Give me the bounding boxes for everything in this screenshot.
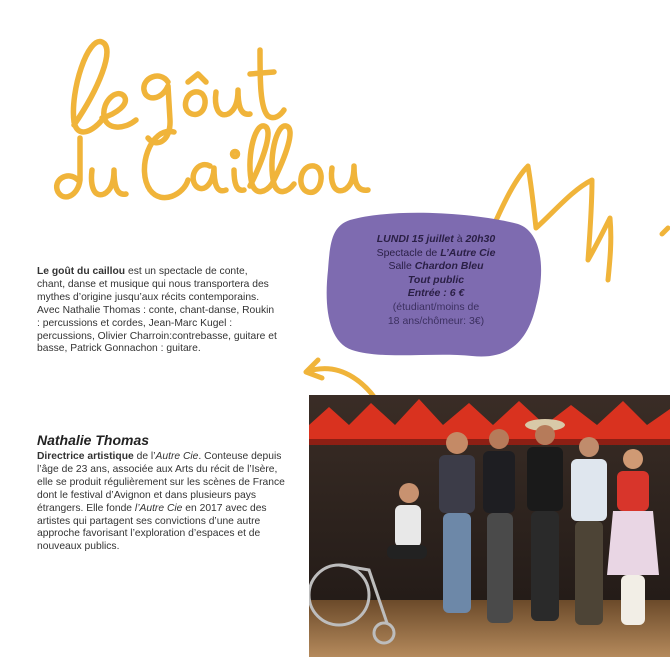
event-time: 20h30 <box>465 233 496 245</box>
event-reduced-2: 18 ans/chômeur: 3€) <box>387 314 485 327</box>
bio-name: Nathalie Thomas <box>37 432 150 448</box>
intro-text: est un spectacle de conte, chant, danse et musique qui nous transportera des mythes d’origine jusqu’aux récits contemporains. Avec Nathalie Thomas : conte, chant-danse, Roukin : percussions et cordes, Jean-Marc Kugel : percussions, Olivier Charroin:contrebasse, guitare et basse, Patrick Gonnachon : guitare. <box>37 266 277 355</box>
event-date: LUNDI 15 juillet à 20h30 <box>376 233 496 245</box>
event-reduced-1: (étudiant/moins de <box>392 300 480 313</box>
bio-paragraph: Directrice artistique de l’Autre Cie. Conteuse depuis l’âge de 23 ans, associée aux Arts du récit de l’Isère, elle se produit régulièrement sur les scènes de France dont le festival d’Avignon et dans plusieurs pays étrangers. Elle fonde l’Autre Cie en 2017 avec des artistes qui partagent ses convictions d’une autre approche favorisant l’exploration d’espaces et de nouveaux publics. <box>37 451 285 553</box>
event-day: LUNDI 15 juillet <box>376 233 454 245</box>
event-info <box>338 233 534 328</box>
event-company-line: Spectacle de L’Autre Cie <box>376 246 496 259</box>
bio-role: Directrice artistique <box>37 451 134 462</box>
intro-paragraph <box>37 266 277 356</box>
event-room-line: Salle Chardon Bleu <box>388 260 484 273</box>
intro-lead: Le goût du caillou <box>37 266 126 277</box>
event-audience: Tout public <box>407 273 465 286</box>
group-photo <box>309 395 670 657</box>
event-price: Entrée : 6 € <box>407 287 465 300</box>
